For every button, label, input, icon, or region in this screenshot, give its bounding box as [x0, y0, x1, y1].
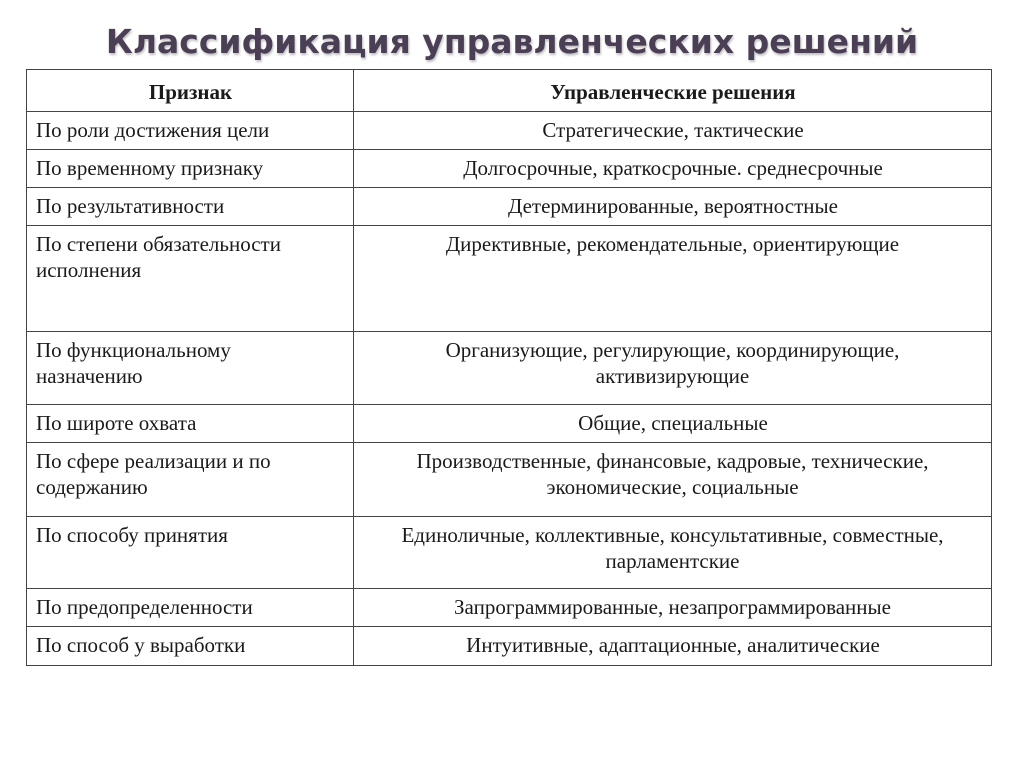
decision-types-cell: Стратегические, тактические [354, 112, 992, 150]
criterion-cell: По временному признаку [27, 150, 354, 188]
table-row [27, 112, 992, 150]
table-row [27, 517, 992, 589]
criterion-cell: По широте охвата [27, 405, 354, 443]
decision-types-cell: Единоличные, коллективные, консультативные, совместные, парламентские [354, 517, 992, 589]
page-title: Классификация управленческих решений [105, 22, 919, 61]
table-row [27, 188, 992, 226]
table-row [27, 443, 992, 517]
column-header-criterion: Признак [27, 70, 354, 112]
decision-types-cell: Организующие, регулирующие, координирующие, активизирующие [354, 332, 992, 405]
decision-types-cell: Детерминированные, вероятностные [354, 188, 992, 226]
criterion-cell: По результативности [27, 188, 354, 226]
decision-types-cell: Интуитивные, адаптационные, аналитические [354, 627, 992, 666]
decision-types-cell: Директивные, рекомендательные, ориентирующие [354, 226, 992, 332]
decision-types-cell: Общие, специальные [354, 405, 992, 443]
criterion-cell: По степени обязательности исполнения [27, 226, 354, 332]
criterion-cell: По способ у выработки [27, 627, 354, 666]
table-row [27, 150, 992, 188]
column-header-decisions: Управленческие решения [354, 70, 992, 112]
table-row [27, 332, 992, 405]
criterion-cell: По роли достижения цели [27, 112, 354, 150]
decision-types-cell: Долгосрочные, краткосрочные. среднесрочные [354, 150, 992, 188]
table-header-row [27, 70, 992, 112]
criterion-cell: По предопределенности [27, 589, 354, 627]
decision-types-cell: Запрограммированные, незапрограммированные [354, 589, 992, 627]
table-row [27, 589, 992, 627]
criterion-cell: По функциональному назначению [27, 332, 354, 405]
decision-types-cell: Производственные, финансовые, кадровые, технические, экономические, социальные [354, 443, 992, 517]
table-row [27, 405, 992, 443]
classification-table [26, 69, 992, 666]
criterion-cell: По способу принятия [27, 517, 354, 589]
criterion-cell: По сфере реализации и по содержанию [27, 443, 354, 517]
table-row [27, 627, 992, 666]
table-row [27, 226, 992, 332]
